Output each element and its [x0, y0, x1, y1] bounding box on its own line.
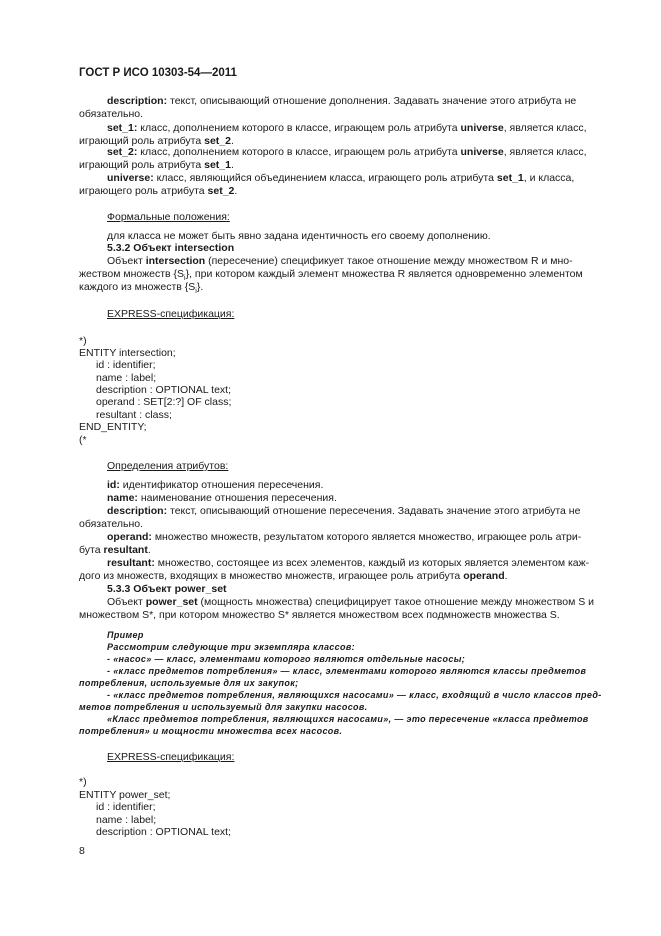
example-line: Рассмотрим следующие три экземпляра классов:	[107, 642, 355, 652]
code-line: END_ENTITY;	[79, 421, 147, 433]
text: бута	[79, 544, 104, 556]
text: , является класс,	[503, 146, 587, 158]
term-ref: intersection	[145, 255, 206, 267]
term-ref: set_2	[204, 135, 231, 147]
text: текст, описывающий отношение дополнения. Задавать значение этого атрибута не	[167, 95, 577, 107]
subscript: i	[184, 275, 186, 283]
resultant-definition	[107, 557, 589, 570]
term: resultant:	[107, 557, 155, 569]
code-line: ENTITY power_set;	[79, 789, 171, 801]
express-spec-title: EXPRESS-спецификация:	[107, 308, 235, 320]
universe-definition	[107, 172, 574, 185]
text: идентификатор отношения пересечения.	[119, 479, 324, 491]
code-line: description : OPTIONAL text;	[96, 384, 231, 396]
term: name:	[107, 492, 138, 504]
term: set_1:	[107, 122, 138, 134]
id-definition	[107, 479, 323, 492]
text: }.	[196, 281, 204, 293]
text: множество, состоящее из всех элементов, каждый из которых является элементом каж-	[154, 557, 590, 569]
text: Объект	[107, 596, 146, 608]
term: set_2:	[107, 146, 138, 158]
code-line: *)	[79, 776, 87, 788]
text: Объект	[107, 255, 146, 267]
term: operand:	[107, 531, 152, 543]
text: жеством множеств {S	[79, 268, 185, 280]
code-line: name : label;	[96, 814, 157, 826]
term-ref: power_set	[145, 596, 198, 608]
text: .	[147, 544, 151, 556]
example-line: «Класс предметов потребления, являющихся насосами», — это пересечение «класса предметов	[107, 714, 589, 724]
paragraph-line	[79, 281, 203, 298]
description-definition-cont: обязательно.	[79, 518, 144, 530]
operand-definition-cont	[79, 544, 151, 557]
code-line: id : identifier;	[96, 359, 156, 371]
code-line: id : identifier;	[96, 801, 156, 813]
example-line: метов потребления и используемый для закупки насосов.	[79, 702, 368, 712]
code-line: (*	[79, 434, 87, 446]
example-line: - «класс предметов потребления» — класс, элементами которого являются классы предметов	[107, 666, 587, 676]
term: id:	[107, 479, 120, 491]
text: (мощность множества) специфицирует такое отношение между множеством S и	[197, 596, 595, 608]
text: , является класс,	[503, 122, 587, 134]
term-ref: universe	[460, 146, 504, 158]
term-ref: operand	[463, 570, 505, 582]
description-definition-cont: обязательно.	[79, 108, 144, 120]
term-ref: universe	[460, 122, 504, 134]
term-ref: set_1	[496, 172, 524, 184]
example-line: потребления» и мощности множества всех насосов.	[79, 726, 343, 736]
text: класс, дополнением которого в классе, играющем роль атрибута	[137, 146, 461, 158]
subscript: i	[195, 288, 197, 296]
resultant-definition-cont	[79, 570, 508, 583]
text: играющий роль атрибута	[79, 159, 205, 171]
example-line: потребления, используемые для их закупок;	[79, 678, 299, 688]
term-ref: set_1	[204, 159, 231, 171]
code-line: *)	[79, 335, 87, 347]
term-ref: resultant	[103, 544, 148, 556]
text: .	[230, 159, 234, 171]
term: universe:	[107, 172, 154, 184]
set2-definition	[107, 146, 587, 159]
text: класс, являющийся объединением класса, играющего роль атрибута	[153, 172, 497, 184]
text: .	[504, 570, 508, 582]
set2-definition-cont	[79, 159, 234, 172]
code-line: name : label;	[96, 372, 157, 384]
page-number: 8	[79, 845, 85, 857]
text: класс, дополнением которого в классе, играющем роль атрибута	[137, 122, 461, 134]
code-line: description : OPTIONAL text;	[96, 826, 231, 838]
formal-propositions-title: Формальные положения:	[107, 211, 230, 223]
example-label: Пример	[107, 630, 144, 640]
text: , и класса,	[523, 172, 575, 184]
text: текст, описывающий отношение пересечения. Задавать значение этого атрибута не	[167, 505, 581, 517]
text: множество множеств, результатом которого является множество, играющее роль атри-	[151, 531, 582, 543]
text: (пересечение) спецификует такое отношение между множеством R и мно-	[205, 255, 573, 267]
description-definition	[107, 505, 580, 518]
section-heading-5-3-2: 5.3.2 Объект intersection	[107, 242, 235, 254]
operand-definition	[107, 531, 581, 544]
express-spec-title: EXPRESS-спецификация:	[107, 751, 235, 763]
universe-definition-cont	[79, 185, 237, 198]
text: .	[230, 135, 234, 147]
text: .	[234, 185, 238, 197]
running-header: ГОСТ Р ИСО 10303-54—2011	[79, 67, 237, 79]
example-line: - «насос» — класс, элементами которого являются отдельные насосы;	[107, 654, 466, 664]
code-line: ENTITY intersection;	[79, 347, 176, 359]
paragraph-line	[107, 596, 594, 609]
term: description:	[107, 95, 168, 107]
text: }, при котором каждый элемент множества R является одновременно элементом	[185, 268, 583, 280]
set1-definition	[107, 122, 587, 135]
code-line: operand : SET[2:?] OF class;	[96, 396, 232, 408]
text: играющего роль атрибута	[79, 185, 208, 197]
example-line: - «класс предметов потребления, являющихся насосами» — класс, входящий в число классов пред-	[107, 690, 602, 700]
term: description:	[107, 505, 168, 517]
text: каждого из множеств {S	[79, 281, 196, 293]
paragraph-line: множеством S*, при котором множество S* является множеством всех подмножеств множества S.	[79, 609, 560, 621]
code-line: resultant : class;	[96, 409, 172, 421]
text: дого из множеств, входящих в множество множеств, играющее роль атрибута	[79, 570, 464, 582]
section-heading-5-3-3: 5.3.3 Объект power_set	[107, 583, 227, 595]
attribute-definitions-title: Определения атрибутов:	[107, 460, 229, 472]
name-definition	[107, 492, 337, 505]
term-ref: set_2	[207, 185, 235, 197]
description-definition	[107, 95, 576, 108]
paragraph-line	[107, 255, 573, 268]
formal-proposition-text: для класса не может быть явно задана идентичность его своему дополнению.	[107, 230, 491, 242]
text: наименование отношения пересечения.	[137, 492, 337, 504]
text: играющий роль атрибута	[79, 135, 205, 147]
